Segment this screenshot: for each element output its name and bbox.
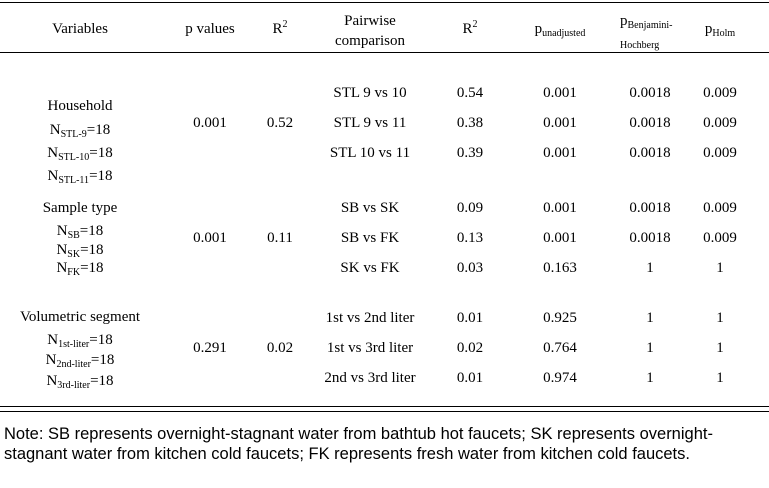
p-holm-cell: 0.009 bbox=[703, 115, 737, 131]
group-p-value: 0.001 bbox=[193, 230, 227, 246]
p-holm-cell: 0.009 bbox=[703, 145, 737, 161]
comparison-cell: STL 9 vs 11 bbox=[333, 115, 407, 131]
header-pairwise: Pairwise comparison bbox=[335, 13, 405, 49]
group-r2: 0.52 bbox=[266, 115, 294, 131]
n-line: $N_{SB}=18$ bbox=[56, 223, 104, 241]
p-bh-cell: 1 bbox=[646, 310, 654, 326]
group-name-household: Household bbox=[47, 98, 113, 114]
r2-cell: 0.01 bbox=[456, 370, 484, 386]
group-p-value: 0.001 bbox=[193, 115, 227, 131]
p-holm-cell: 0.009 bbox=[703, 230, 737, 246]
r2-cell: 0.13 bbox=[456, 230, 484, 246]
p-unadjusted-cell: 0.974 bbox=[543, 370, 577, 386]
p-bh-cell: 0.0018 bbox=[629, 200, 671, 216]
comparison-cell: STL 9 vs 10 bbox=[333, 85, 407, 101]
p-unadjusted-cell: 0.001 bbox=[543, 145, 577, 161]
header-p-holm: $p_{Holm}$ bbox=[704, 21, 736, 39]
r2-cell: 0.38 bbox=[456, 115, 484, 131]
p-bh-cell: 0.0018 bbox=[629, 85, 671, 101]
r2-cell: 0.03 bbox=[456, 260, 484, 276]
p-unadjusted-cell: 0.001 bbox=[543, 230, 577, 246]
p-bh-cell: 0.0018 bbox=[629, 230, 671, 246]
r2-cell: 0.39 bbox=[456, 145, 484, 161]
n-line: $N_{STL-10}=18$ bbox=[47, 145, 113, 163]
p-bh-cell: 1 bbox=[646, 370, 654, 386]
header-variables: Variables bbox=[52, 21, 108, 37]
p-holm-cell: 1 bbox=[716, 370, 724, 386]
comparison-cell: SB vs FK bbox=[340, 230, 400, 246]
group-name-sample-type: Sample type bbox=[42, 200, 118, 216]
p-holm-cell: 0.009 bbox=[703, 85, 737, 101]
comparison-cell: SB vs SK bbox=[340, 200, 400, 216]
p-unadjusted-cell: 0.001 bbox=[543, 115, 577, 131]
n-line: $N_{1st-liter}=18$ bbox=[47, 332, 113, 350]
r2-cell: 0.09 bbox=[456, 200, 484, 216]
group-r2: 0.11 bbox=[267, 230, 293, 246]
top-rule bbox=[0, 2, 769, 3]
comparison-cell: SK vs FK bbox=[340, 260, 400, 276]
group-name-volumetric-segment: Volumetric segment bbox=[19, 309, 141, 325]
n-line: $N_{STL-11}=18$ bbox=[47, 168, 113, 186]
comparison-cell: 2nd vs 3rd liter bbox=[324, 370, 416, 386]
header-p-bh: $p_{Benjamini-}$ Hochberg bbox=[620, 13, 673, 51]
p-unadjusted-cell: 0.764 bbox=[543, 340, 577, 356]
group-r2: 0.02 bbox=[266, 340, 294, 356]
bottom-rule-1 bbox=[0, 406, 769, 407]
n-line: $N_{3rd-liter}=18$ bbox=[46, 373, 114, 391]
n-line: $N_{SK}=18$ bbox=[56, 242, 104, 260]
table-note: Note: SB represents overnight-stagnant water from bathtub hot faucets; SK represents overnight-stagnant water from kitchen cold faucets; FK represents fresh water from kitchen cold faucets. bbox=[4, 425, 713, 463]
n-line: $N_{STL-9}=18$ bbox=[49, 122, 111, 140]
r2-cell: 0.54 bbox=[456, 85, 484, 101]
comparison-cell: 1st vs 2nd liter bbox=[325, 310, 415, 326]
p-unadjusted-cell: 0.163 bbox=[543, 260, 577, 276]
r2-cell: 0.01 bbox=[456, 310, 484, 326]
bottom-rule-2 bbox=[0, 411, 769, 412]
p-bh-cell: 1 bbox=[646, 340, 654, 356]
p-holm-cell: 0.009 bbox=[703, 200, 737, 216]
p-holm-cell: 1 bbox=[716, 310, 724, 326]
header-r2-pairwise: $R^2$ bbox=[462, 19, 478, 37]
header-p-values: p values bbox=[185, 21, 235, 37]
p-bh-cell: 0.0018 bbox=[629, 115, 671, 131]
header-r2: $R^2$ bbox=[272, 19, 288, 37]
group-p-value: 0.291 bbox=[193, 340, 227, 356]
p-holm-cell: 1 bbox=[716, 340, 724, 356]
p-holm-cell: 1 bbox=[716, 260, 724, 276]
p-bh-cell: 0.0018 bbox=[629, 145, 671, 161]
n-line: $N_{2nd-liter}=18$ bbox=[45, 352, 115, 370]
n-line: $N_{FK}=18$ bbox=[56, 260, 104, 278]
r2-cell: 0.02 bbox=[456, 340, 484, 356]
comparison-cell: 1st vs 3rd liter bbox=[326, 340, 414, 356]
p-unadjusted-cell: 0.925 bbox=[543, 310, 577, 326]
p-unadjusted-cell: 0.001 bbox=[543, 85, 577, 101]
header-p-unadjusted: $p_{unadjusted}$ bbox=[534, 21, 586, 39]
p-bh-cell: 1 bbox=[646, 260, 654, 276]
comparison-cell: STL 10 vs 11 bbox=[329, 145, 411, 161]
p-unadjusted-cell: 0.001 bbox=[543, 200, 577, 216]
